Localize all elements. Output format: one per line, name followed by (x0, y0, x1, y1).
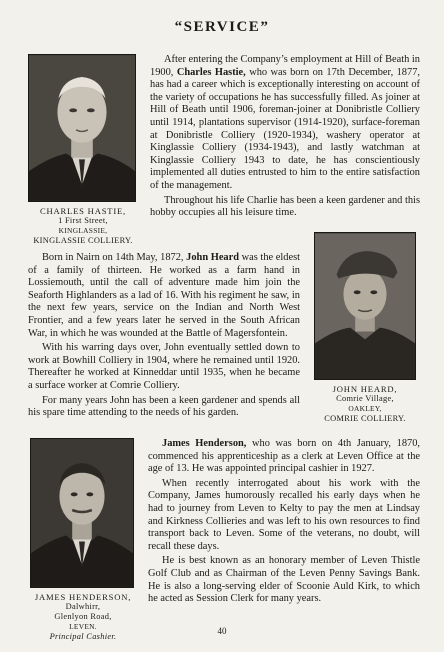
portrait-photo-charles-hastie (28, 54, 136, 202)
caption-address: Comrie Village, (336, 394, 394, 403)
caption-position: Principal Cashier. (49, 632, 117, 641)
paragraph: He is best known as an honorary member of Leven Thistle Golf Club and as Chairman of the Leven Penny Savings Bank. He is also a long-serving elder of Scoonie Auld Kirk, to which he acted as Session Clerk for many years. (148, 555, 420, 605)
portrait-heard-drawing (315, 233, 415, 379)
caption-road: Glenlyon Road, (54, 612, 112, 621)
portrait-henderson-drawing (31, 439, 133, 587)
caption-name: JOHN HEARD, (332, 384, 398, 394)
portrait-hastie-drawing (29, 55, 135, 201)
caption-address: Dalwhirr, (65, 602, 101, 611)
page-number: 40 (217, 626, 227, 636)
paragraph: With his warring days over, John eventually settled down to work at Bowhill Colliery in 1904, where he remained until 1920. Thereafter he worked at Kinneddar until 1935, when he became a surface worker at Comrie Colliery. (28, 342, 300, 391)
paragraph: For many years John has been a keen gardener and spends all his spare time attending to the needs of his garden. (28, 394, 300, 419)
caption-name: CHARLES HASTIE, (39, 206, 126, 216)
article-charles-hastie (150, 54, 420, 222)
paragraph: James Henderson, who was born on 4th January, 1870, commenced his apprenticeship as a clerk at Leven Office at the age of 13. He was appointed principal cashier in 1927. (148, 438, 420, 475)
caption-town: KINGLASSIE, (58, 226, 108, 235)
caption-address: 1 First Street, (58, 216, 108, 225)
caption-town: LEVEN. (69, 622, 97, 631)
portrait-photo-john-heard (314, 232, 416, 380)
paragraph: When recently interrogated about his work with the Company, James humorously recalled his early days when he had to journey from Leven to Kelty to pay the men at Lindsay and Kirkness Collieries and was left to his own resources to find transport back to Leven. Some of the veterans, no doubt, will recall these days. (148, 477, 420, 552)
caption-charles-hastie (22, 206, 144, 246)
article-james-henderson (148, 438, 420, 608)
caption-name: JAMES HENDERSON, (34, 592, 132, 602)
caption-colliery: KINGLASSIE COLLIERY. (33, 236, 133, 245)
caption-colliery: COMRIE COLLIERY. (324, 414, 406, 423)
caption-john-heard (304, 384, 426, 424)
paragraph: After entering the Company’s employment at Hill of Beath in 1900, Charles Hastie, who was born on 17th December, 1877, has had a career which is exceptionally interesting on account of the variety of occupations he has successfully filled. As joiner at Hill of Beath until 1906, foreman-joiner at Donibristle Colliery until 1914, plantations supervisor (1914-1920), surface-foreman at Donibristle Colliery (1920-1934), washery operator at Kinglassie Colliery (1934-1943), and lastly watchman at Kinglassie Colliery 1943 to date, he has conscientiously implemented all duties entrusted to him to the entire satisfaction of the management. (150, 54, 420, 191)
portrait-photo-james-henderson (30, 438, 134, 588)
article-john-heard (28, 252, 300, 422)
caption-town: OAKLEY, (348, 404, 382, 413)
page-title: “SERVICE” (174, 19, 270, 35)
paragraph: Born in Nairn on 14th May, 1872, John Heard was the eldest of a family of thirteen. He worked as a farm hand in Lossiemouth, until the call of adventure made him join the Seaforth Highlanders as a lad of 16. With his regiment he saw, in the next few years, service on the Indian and North West Frontier, and a few years later he served in the South African War, in which he was wounded at the Battle of Magersfontein. (28, 252, 300, 339)
paragraph: Throughout his life Charlie has been a keen gardener and this hobby occupies all his leisure time. (150, 194, 420, 219)
